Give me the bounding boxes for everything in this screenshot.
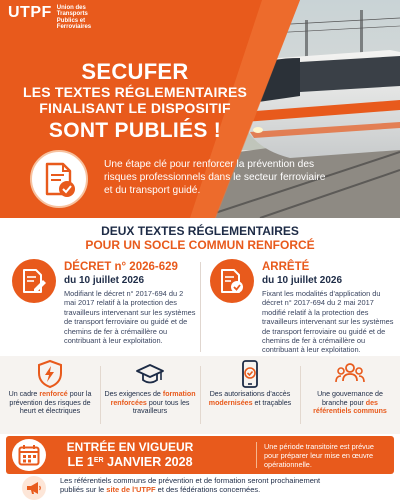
decret-description: Modifiant le décret n° 2017-694 du 2 mai 2017 relatif à la protection des travailleurs intervenant sur les systèmes de transport ferroviaire ou guidé et de chemins de fer à crémaillère ou contribuant à leur exploitation. [64,289,196,346]
megaphone-icon [26,481,42,495]
banner-divider [256,442,257,468]
graduation-cap-icon [135,359,165,389]
card-text: Une gouvernance de branche pour des référentiels communs [313,390,387,415]
hero-banner [0,0,400,218]
utpf-site-link[interactable]: site de l'UTPF [106,485,156,495]
arrete-icon-badge [210,259,254,303]
document-pen-icon [21,268,47,294]
section-title-line-1: DEUX TEXTES RÉGLEMENTAIRES [101,224,299,238]
logo-mark: UTPF [8,4,52,21]
card-prevention [0,356,100,434]
transition-note: Une période transitoire est prévue pour préparer leur mise en œuvre opérationnelle. [264,442,374,470]
card-text: Des exigences de formation renforcées pour tous les travailleurs [104,390,196,415]
people-group-icon [335,359,365,389]
footer-note: Les référentiels communs de prévention et de formation seront prochainement publiés sur le site de l'UTPF et des fédérations concernées. [60,476,321,495]
entry-into-force-banner [6,436,394,474]
logo-line: Publics et [56,17,86,24]
card-text: Un cadre renforcé pour la prévention des risques de heurt et électriques [8,390,92,415]
arrete-header [262,261,400,287]
decret-title: DÉCRET n° 2026-629 [64,261,178,273]
document-check-icon [43,162,77,198]
logo-line: Transports [56,11,88,18]
shield-lightning-icon [35,359,65,389]
utpf-logo[interactable] [8,4,127,31]
column-divider [200,262,201,352]
arrete-description: Fixant les modalités d'application du décret n° 2017-694 du 2 mai 2017 modifié relatif à la protection des travailleurs intervenant sur les systèmes de transport ferroviaire ou guidé et de chemins de fer à crémaillère ou contribuant à leur exploitation. [262,289,394,355]
decret-date: du 10 juillet 2026 [64,275,145,286]
hero-icon-badge [30,150,88,208]
logo-line: Union des [56,5,86,11]
title-line-4: SONT PUBLIÉS ! [48,119,222,142]
hero-intro: Une étape clé pour renforcer la prévention des risques professionnels dans le secteur ferroviaire et du transport guidé. [104,159,326,196]
title-line-2: LES TEXTES RÉGLEMENTAIRES [22,84,248,100]
arrete-title: ARRÊTÉ [262,261,310,273]
arrete-date: du 10 juillet 2026 [262,275,343,286]
decret-header [64,261,204,287]
logo-line: Ferroviaires [56,24,92,31]
section-title [0,224,400,252]
phone-check-icon [235,359,265,389]
logo-text [57,5,127,31]
document-check-icon [219,268,245,294]
title-line-3: FINALISANT LE DISPOSITIF [39,100,231,116]
key-points-strip [0,356,400,434]
section-title-line-2: POUR UN SOCLE COMMUN RENFORCÉ [85,238,315,252]
page-title [0,60,270,144]
card-gouvernance [300,356,400,434]
title-secufer: SECUFER [81,59,189,84]
entry-date: LE 1ER JANVIER 2028 [67,455,193,469]
card-autorisations [200,356,300,434]
entry-title: ENTRÉE EN VIGUEUR [66,440,194,454]
card-text: Des autorisations d'accès modernisées et traçables [208,390,292,407]
footer-icon-badge [22,476,46,500]
decret-icon-badge [12,259,56,303]
card-formation [100,356,200,434]
